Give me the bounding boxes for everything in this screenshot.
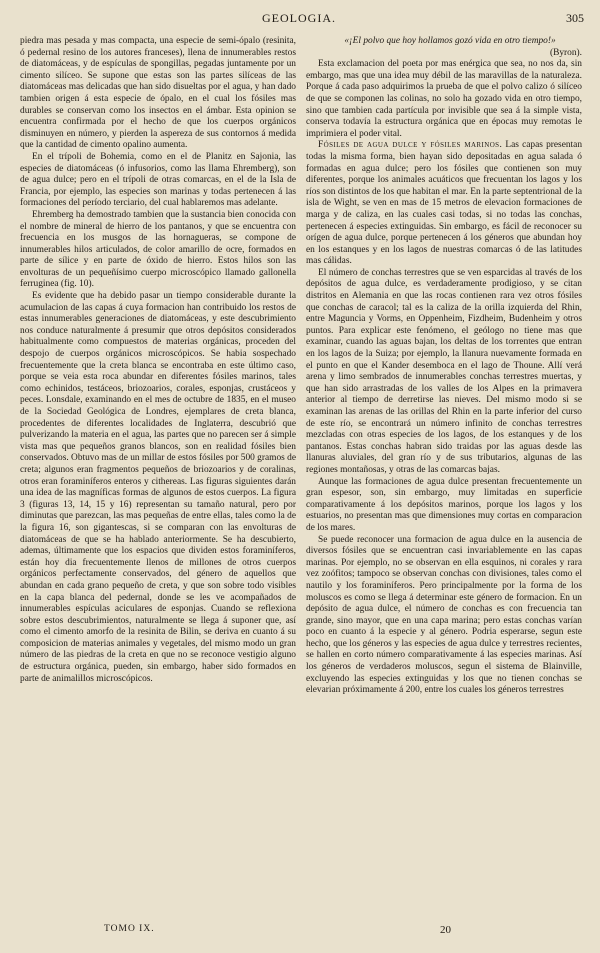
- paragraph: El número de conchas terrestres que se ven esparcidas al través de los depósitos de agua dulce, es verdaderamente prodigioso, y se citan distritos en Alemania en que las rocas contienen rara vez otros fósiles que conchas de caracol; tal es la caliza de la orilla izquierda del Rhin, entre Maguncia y Vorms, en Oppenheim, Fizdheim, Budenheim y otros puntos. Para explicar este fenómeno, el geólogo no tiene mas que examinar, cuando las aguas bajan, los deltas de los torrentes que entran en los lagos de la Suiza; por ejemplo, la llanura nuevamente formada en el punto en que el Kander desemboca en el lago de Thoune. Allí verá arena y limo sembrados de innumerables conchas terrestres muertas, y que han sido arrastradas de los valles de los Alpes en la primavera anterior al tiempo de derretirse las nieves. Del mismo modo si se examinan las arenas de las orillas del Rhin en la parte inferior del curso de este río, se encontrará un número infinito de conchas terrestres mezcladas con otras especies de los lagos, de los estanques y de los pantanos. Estas conchas habran sido traidas por las aguas desde las llanuras aluviales, del gran río y de sus tributarios, algunas de las regiones montañosas, y otras de las comarcas bajas.: [306, 267, 582, 475]
- section-body: Las capas presentan todas la misma forma, bien hayan sido depositadas en agua salada ó formadas en agua dulce; pero los fósiles que contienen son muy diferentes, porque los animales acuáticos que frecuentan los lagos y los ríos son distintos de los que habitan el mar. En la parte septentrional de la isla de Wight, se ven en mas de 15 metros de elevacion formaciones de marga y de caliza, en las cuales casi todas, si no todas las conchas, pertenecen á especies extinguidas. Sin embargo, es fácil de reconocer su orígen de agua dulce, porque pertenecen á los géneros que abundan hoy en los estanques y en los lagos de nuestras comarcas ó de las latitudes mas cálidas.: [306, 140, 582, 267]
- paragraph: En el trípoli de Bohemia, como en el de Planitz en Sajonia, las especies de diatomáceas (ó infusorios, como las llama Ehremberg), son de agua dulce; pero en el trípoli de otras comarcas, en el de la Isla de Francia, por ejemplo, las especies son marinas y todas pertenecen á las formaciones del período terciario, del cual hablaremos mas adelante.: [20, 151, 296, 209]
- paragraph: piedra mas pesada y mas compacta, una especie de semi-ópalo (resinita, ó pedernal resino de los autores franceses), llena de innumerables restos de diatomáceas, y de espículas de spongillas, pegadas juntamente por un cimento silíceo. Se supone que estas son las partes silíceas de las diatomáceas mas delicadas que han sido disueltas por el agua, y han dado tambien origen á esta especie de ópalo, en el cual los fósiles mas durables se conservan como los insectos en el ámbar. Esta opinion se encuentra confirmada por el hecho de que los cuerpos orgánicos disminuyen en número, y pierden la aspereza de sus contornos á medida que la cantidad de cimento opalino aumenta.: [20, 36, 296, 151]
- signature-mark: 20: [440, 924, 451, 936]
- page-header: [14, 9, 584, 31]
- paragraph: Es evidente que ha debido pasar un tiempo considerable durante la acumulacion de las capas á cuya formacion han contribuido los restos de estas innumerables generaciones de diatomáceas, y este descubrimiento nos conduce naturalmente á presumir que otros depósitos considerados habitualmente como compuestos de materias orgánicas, proceden del despojo de cuerpos orgánicos microscópicos. Se habia sospechado frecuentemente que la creta blanca se encontraba en este último caso, porque se veia esta roca abundar en diferentes fósiles marinos, tales como echinidos, testáceos, briozoarios, corales, esponjas, crustáceos y peces. Lonsdale, examinando en el mes de octubre de 1835, en el museo de la Sociedad Geológica de Londres, ejemplares de creta blanca, procedentes de diferentes localidades de Inglaterra, descubrió que pulverizando la materia en el agua, las partes que no parecen ser á simple vista mas que pequeños granos blancos, son en realidad fósiles bien conservados. Obtuvo mas de un millar de estos fósiles por 500 gramos de creta; algunos eran fragmentos pequeños de briozoarios y de coralinas, otros eran foraminíferos enteros y cithereas. Las figuras siguientes darán una idea de las magníficas formas de algunos de estos cuerpos. La figura 3 (figuras 13, 14, 15 y 16) representan su tamaño natural, pero por diminutas que parezcan, las mas pequeñas de entre ellas, tales como la de la figura 16, son gigantescas, si se comparan con las envolturas de diatomáceas de que se ha hablado anteriormente. Se ha descubierto, ademas, últimamente que los espacios que dividen estos foraminíferos, están hoy dia frecuentemente llenos de millones de otros cuerpos orgánicos perfectamente conservados, del género de aquellos que abundan en cada grano pequeño de creta, y que son sobre todo visibles en la capa blanca del pedernal, donde se les ve acompañados de innumerables espículas aciculares de esponjas. Cuando se reflexiona sobre estos descubrimientos, naturalmente se llega á suponer que, así como el cimento amorfo de la resinita de Bilin, se deriva en cuanto á su composicion de materias animales y vegetales, del mismo modo un gran número de las piedras de la creta en que no se reconoce vestigio alguno de estructura orgánica, pueden, sin embargo, haber sido formados en parte de animalillos microscópicos.: [20, 291, 296, 684]
- epigraph: «¡El polvo que hoy hollamos gozó vida en otro tiempo!»: [344, 36, 556, 46]
- paragraph: Aunque las formaciones de agua dulce presentan frecuentemente un gran espesor, son, sin embargo, muy limitadas en superficie comparativamente á los depósitos marinos, porque los lagos y los estuarios, no presentan mas que dimensiones muy cortas en comparacion de los mares.: [306, 476, 582, 533]
- epigraph-attribution: (Byron).: [549, 47, 582, 58]
- right-column: [306, 36, 582, 922]
- left-column: [20, 36, 296, 918]
- section-paragraph: [306, 140, 582, 268]
- paragraph: Se puede reconocer una formacion de agua dulce en la ausencia de diversos fósiles que se encuentran casi invariablemente en las capas marinas. Por ejemplo, no se observan en ella esquinos, ni corales y rara vez zoófitos; tampoco se observan conchas con divisiones, tales como el nautilo y los foraminíferos. Pero principalmente por la forma de los moluscos es como se llega á determinar este género de formacion. En un depósito de agua dulce, el número de conchas es con frecuencia tan grande, sino mayor, que en una capa marina; pero estas conchas varían poco en cuanto á la especie y al género. Podria esperarse, segun este hecho, que los géneros y las especies de agua dulce y terrestres recientes, se hallen en corto número comparativamente á las especies marinas. Así los géneros de verdaderos moluscos, segun el sistema de Blainville, excluyendo las especies extinguidas y los que no tienen conchas se elevarian próximamente á 200, entre los cuales los géneros terrestres: [306, 534, 582, 696]
- volume-label: TOMO IX.: [104, 924, 155, 934]
- page-number: 305: [566, 11, 584, 25]
- paragraph: Esta exclamacion del poeta por mas enérgica que sea, no nos da, sin embargo, mas que una idea muy débil de las maravillas de la naturaleza. Porque á cada paso adquirimos la prueba de que el polvo calizo ó silíceo de que se componen las colinas, no solo ha gozado vida en otro tiempo, sino que tambien cada partícula por invisible que sea á la simple vista, conserva todavía la estructura orgánica que en épocas muy remotas le imprimiera el poder vital.: [306, 59, 582, 139]
- running-title: GEOLOGIA.: [262, 11, 336, 25]
- section-heading: Fósiles de agua dulce y fósiles marinos.: [318, 140, 503, 151]
- paragraph: Ehremberg ha demostrado tambien que la sustancia bien conocida con el nombre de mineral de hierro de los pantanos, y que se encuentra con frecuencia en los musgos de las hornagueras, se compone de innumerables hilos articulados, de color amarillo de ocre, formados en parte de sílice y en parte de óxido de hierro. Estos hilos son las envolturas de un pequeñísimo cuerpo microscópico llamado gallonella ferruginea (fig. 10).: [20, 209, 296, 290]
